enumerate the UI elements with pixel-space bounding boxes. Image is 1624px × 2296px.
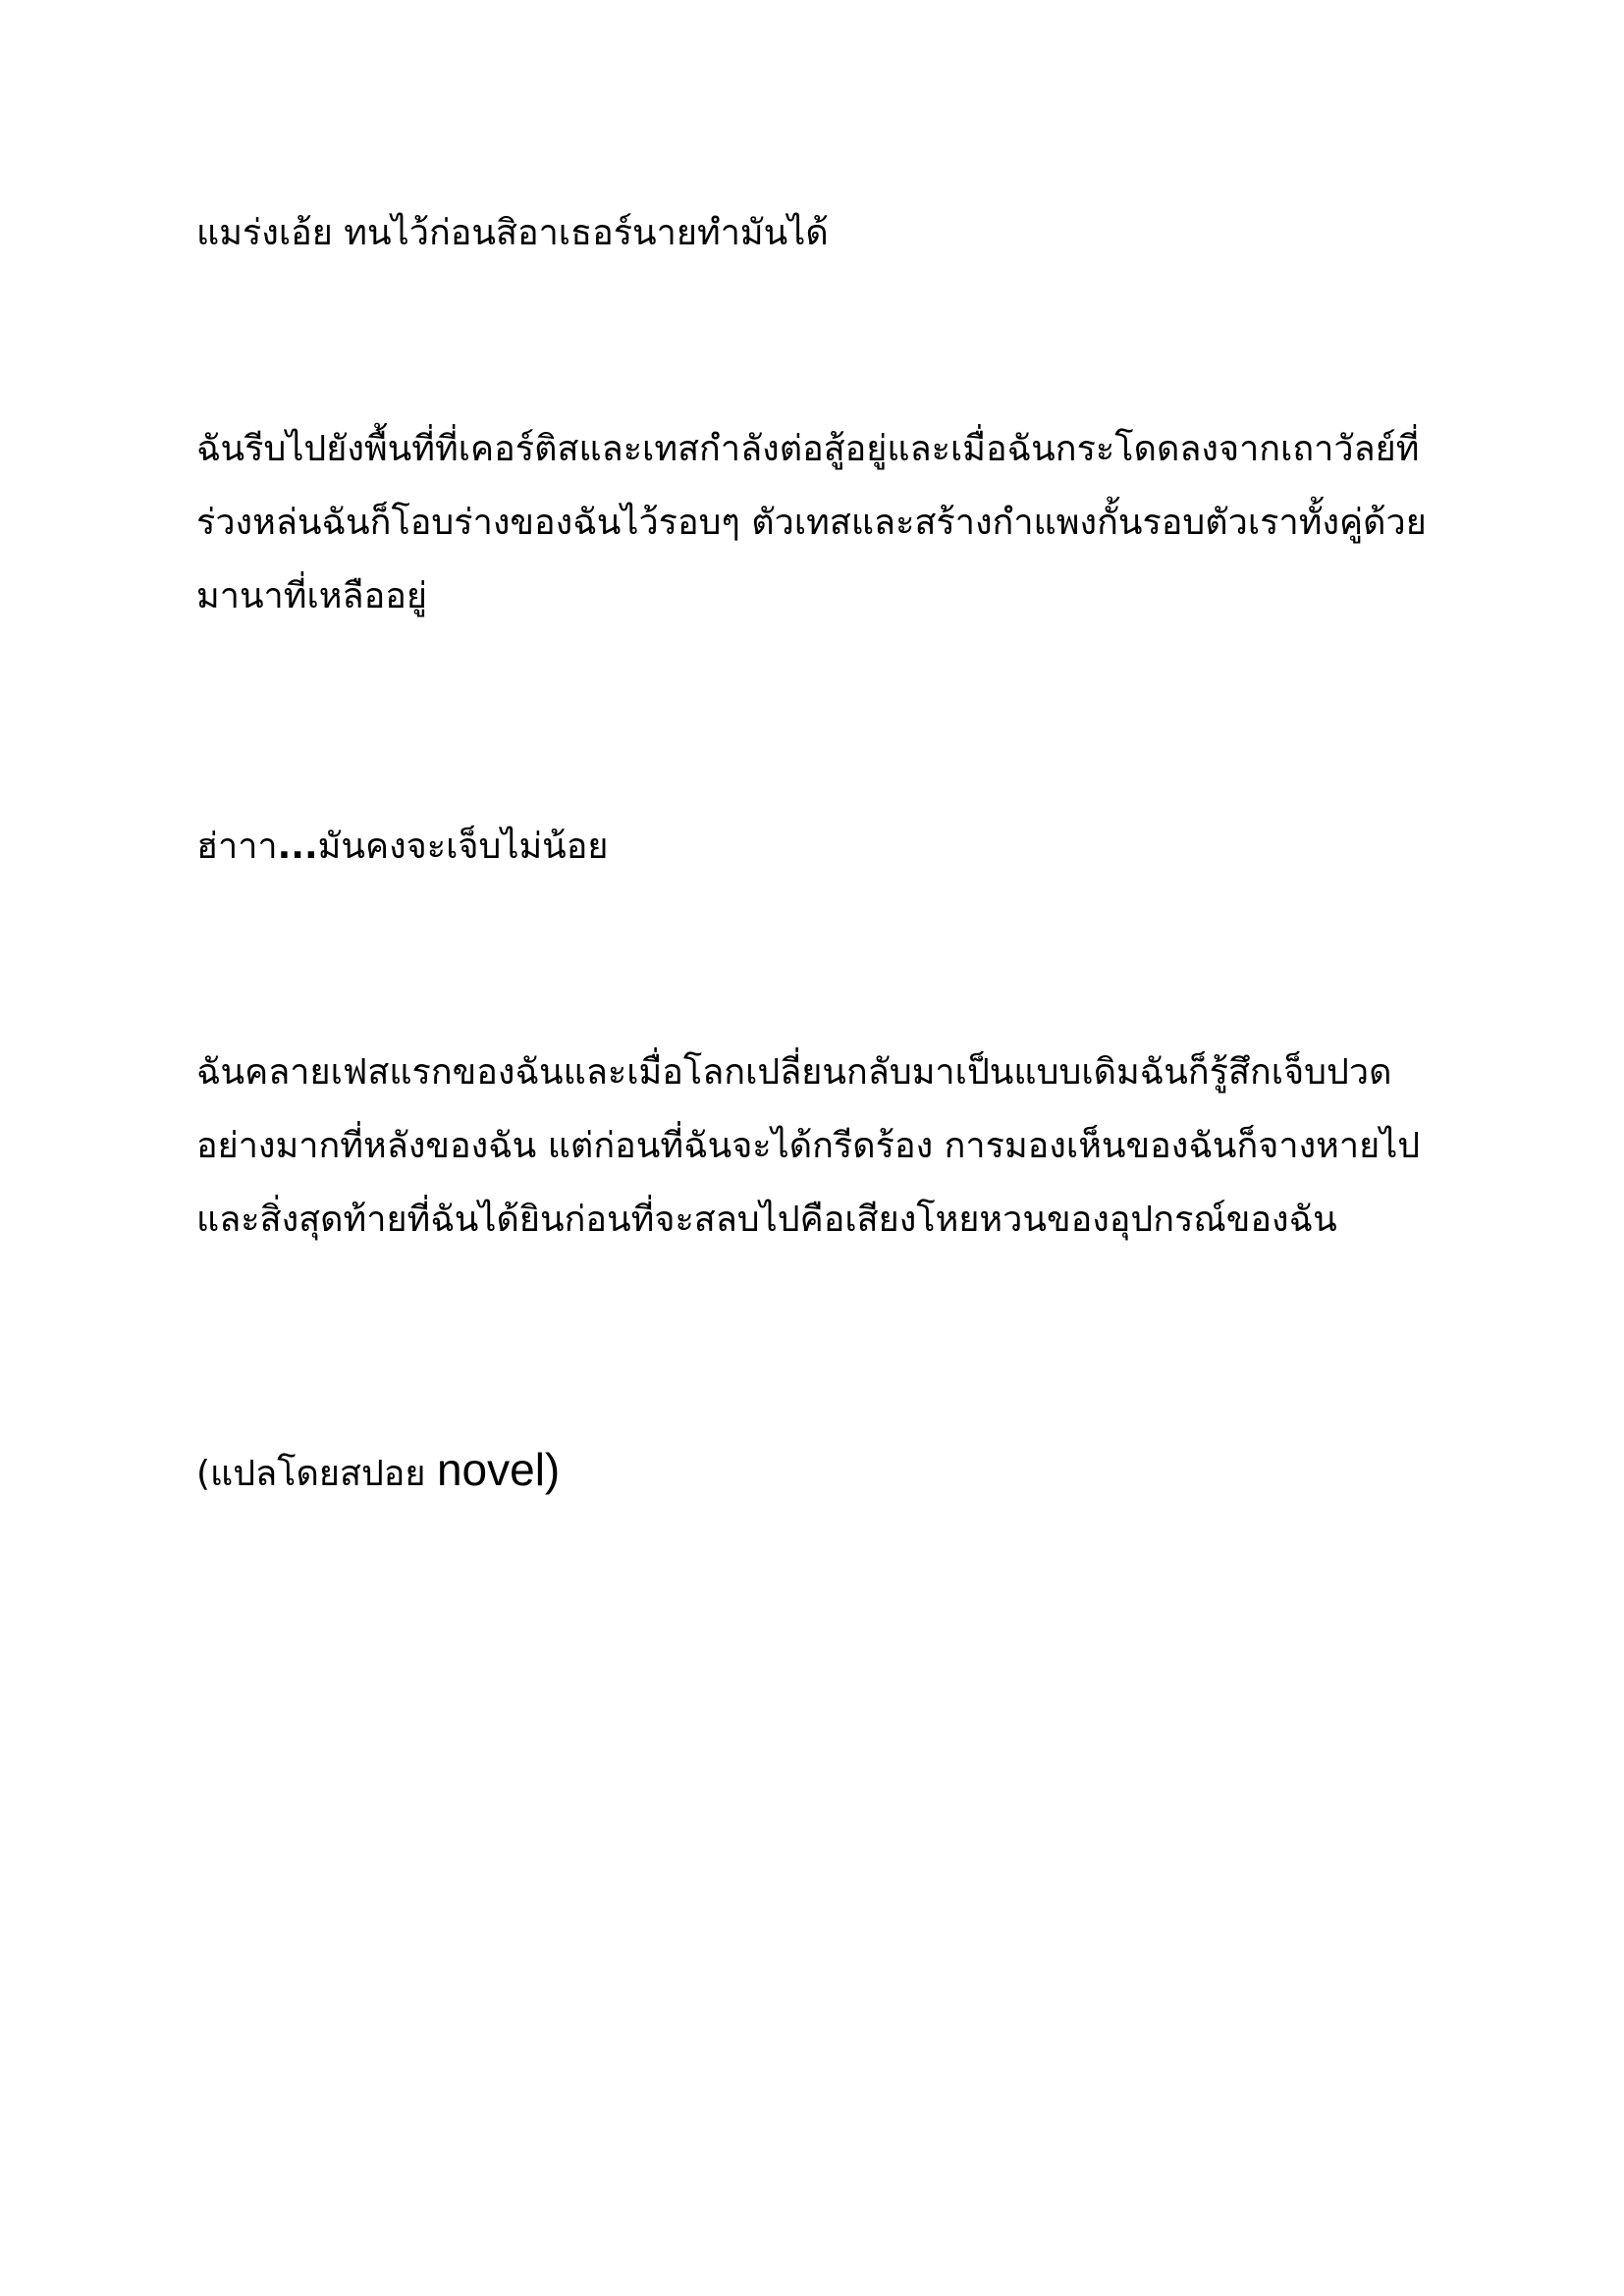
paragraph-3-ellipsis: ... xyxy=(277,827,318,867)
paragraph-4-line-3: และสิ่งสุดท้ายที่ฉันได้ยินก่อนที่จะสลบไปคือเสียงโหยหวนของอุปกรณ์ของฉัน xyxy=(196,1200,1337,1240)
paragraph-3-line xyxy=(196,810,1434,883)
credit-latin-text: novel) xyxy=(436,1444,561,1495)
paragraph-1-line: แมร่งเอ้ย ทนไว้ก่อนสิอาเธอร์นายทำมันได้ xyxy=(196,213,829,253)
paragraph-4-line-2: อย่างมากที่หลังของฉัน แต่ก่อนที่ฉันจะได้กรีดร้อง การมองเห็นของฉันก็จางหายไป xyxy=(196,1126,1421,1166)
translator-credit xyxy=(196,1433,1434,1511)
paragraph-4 xyxy=(196,1036,1434,1256)
paragraph-3-prefix: ฮ่าาา xyxy=(196,827,278,867)
credit-line xyxy=(196,1433,1434,1511)
paragraph-3-suffix: มันคงจะเจ็บไม่น้อย xyxy=(317,827,609,867)
paragraph-2-line-3: มานาที่เหลืออยู่ xyxy=(196,576,427,616)
paragraph-2-line-1: ฉันรีบไปยังพื้นที่ที่เคอร์ติสและเทสกำลังต่อสู้อยู่และเมื่อฉันกระโดดลงจากเถาวัลย์ที่ xyxy=(196,429,1420,469)
paragraph-2 xyxy=(196,412,1434,633)
paragraph-1 xyxy=(196,196,1434,270)
paragraph-4-line-1: ฉันคลายเฟสแรกของฉันและเมื่อโลกเปลี่ยนกลับมาเป็นแบบเดิมฉันก็รู้สึกเจ็บปวด xyxy=(196,1052,1392,1093)
paragraph-2-line-2: ร่วงหล่นฉันก็โอบร่างของฉันไว้รอบๆ ตัวเทสและสร้างกำแพงกั้นรอบตัวเราทั้งคู่ด้วย xyxy=(196,503,1427,543)
paragraph-3 xyxy=(196,810,1434,883)
credit-thai-text: (แปลโดยสปอย xyxy=(196,1454,437,1494)
